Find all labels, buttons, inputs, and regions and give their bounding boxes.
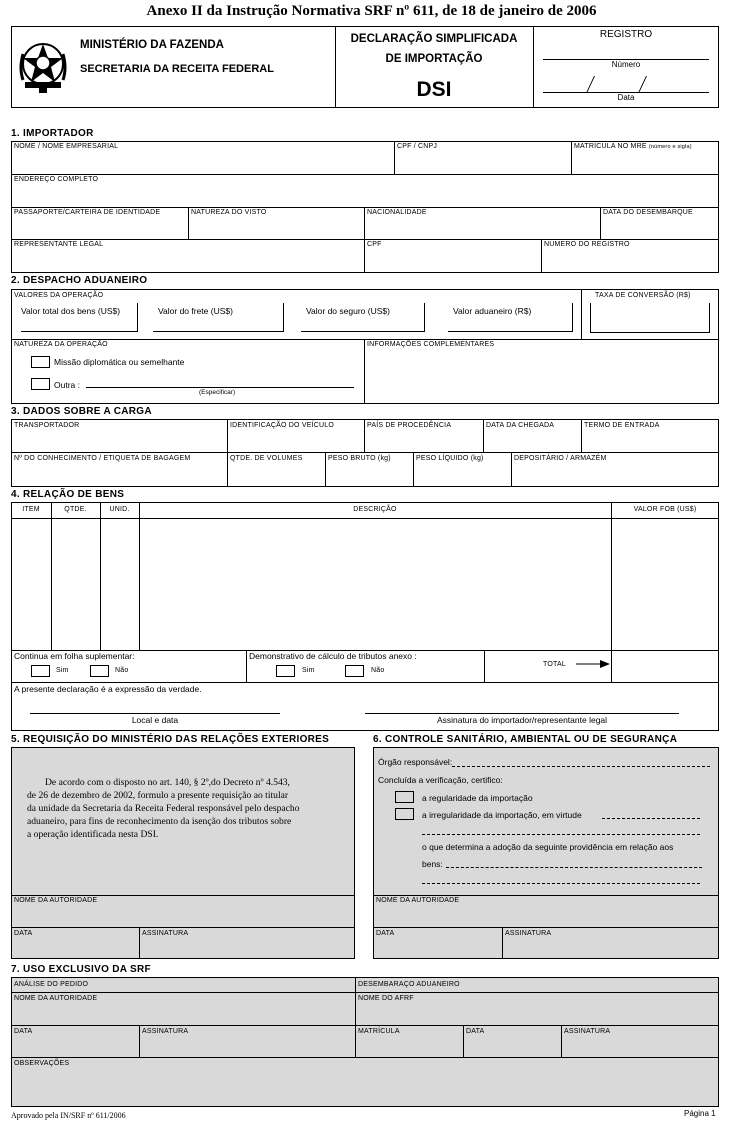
demonstrativo-sim-label: Sim — [302, 667, 315, 674]
valor-frete-input[interactable] — [153, 303, 284, 332]
qtde-volumes-field[interactable]: QTDE. DE VOLUMES — [230, 455, 303, 462]
continua-sim-label: Sim — [56, 667, 69, 674]
peso-bruto-field[interactable]: PESO BRUTO (kg) — [328, 455, 391, 462]
s7-data-2-field[interactable]: DATA — [466, 1028, 485, 1035]
s7-assinatura-field[interactable]: ASSINATURA — [142, 1028, 189, 1035]
regularidade-label: a regularidade da importação — [422, 793, 533, 803]
nome-empresarial-field[interactable]: NOME / NOME EMPRESARIAL — [14, 143, 119, 150]
local-data-label: Local e data — [131, 715, 179, 725]
especificar-label: (Especificar) — [199, 389, 236, 396]
s7-assinatura-2-field[interactable]: ASSINATURA — [564, 1028, 611, 1035]
valor-seguro-label: Valor do seguro (US$) — [306, 306, 390, 316]
taxa-conversao-input[interactable] — [590, 303, 710, 333]
cpf-cnpj-field[interactable]: CPF / CNPJ — [397, 143, 438, 150]
pais-procedencia-field[interactable]: PAÍS DE PROCEDÊNCIA — [367, 422, 452, 429]
irregularidade-input-2[interactable] — [422, 834, 700, 835]
natureza-operacao-label: NATUREZA DA OPERAÇÃO — [14, 341, 108, 348]
cpf-field[interactable]: CPF — [367, 241, 382, 248]
section-4-title: 4. RELAÇÃO DE BENS — [11, 489, 125, 500]
outra-label: Outra : — [54, 380, 80, 390]
local-data-input[interactable] — [30, 713, 280, 714]
s7-data-field[interactable]: DATA — [14, 1028, 33, 1035]
orgao-responsavel-input[interactable] — [452, 766, 710, 767]
demonstrativo-nao-label: Não — [371, 667, 385, 674]
demonstrativo-sim-checkbox[interactable] — [276, 665, 295, 677]
assinatura-importador-input[interactable] — [365, 713, 679, 714]
data-desembarque-field[interactable]: DATA DO DESEMBARQUE — [603, 209, 693, 216]
providencia-label: o que determina a adoção da seguinte providência em relação aos — [422, 842, 674, 852]
endereco-field[interactable]: ENDEREÇO COMPLETO — [14, 176, 99, 183]
matricula-mre-note: (número e sigla) — [648, 144, 692, 150]
matricula-mre-label: MATRÍCULA NO MRE — [574, 143, 647, 150]
valores-operacao-label: VALORES DA OPERAÇÃO — [14, 292, 104, 299]
numero-label: Número — [611, 60, 641, 69]
natureza-visto-field[interactable]: NATUREZA DO VISTO — [191, 209, 267, 216]
declaration-title-2: DE IMPORTAÇÃO — [385, 53, 483, 65]
ministry-name: MINISTÉRIO DA FAZENDA — [80, 39, 224, 51]
transportador-field[interactable]: TRANSPORTADOR — [14, 422, 80, 429]
regularidade-checkbox[interactable] — [395, 791, 414, 803]
continua-nao-checkbox[interactable] — [90, 665, 109, 677]
representante-legal-field[interactable]: REPRESENTANTE LEGAL — [14, 241, 104, 248]
valor-frete-label: Valor do frete (US$) — [158, 306, 233, 316]
termo-entrada-field[interactable]: TERMO DE ENTRADA — [584, 422, 660, 429]
valor-aduaneiro-label: Valor aduaneiro (R$) — [453, 306, 532, 316]
bens-table — [11, 502, 719, 731]
assinatura-importador-label: Assinatura do importador/representante legal — [436, 715, 608, 725]
dsi-acronym: DSI — [416, 78, 452, 101]
col-unid: UNID. — [109, 506, 130, 513]
demonstrativo-nao-checkbox[interactable] — [345, 665, 364, 677]
requisicao-text — [27, 776, 349, 841]
conhecimento-field[interactable]: Nº DO CONHECIMENTO / ETIQUETA DE BAGAGEM — [14, 455, 191, 462]
missao-label: Missão diplomática ou semelhante — [54, 357, 185, 367]
depositario-field[interactable]: DEPOSITÁRIO / ARMAZÉM — [514, 455, 607, 462]
desembaraco-label: DESEMBARAÇO ADUANEIRO — [358, 981, 460, 988]
col-valor-fob: VALOR FOB (US$) — [633, 506, 697, 513]
requisicao-line-3: da unidade da Secretaria da Receita Federal responsável pelo despacho — [27, 803, 300, 814]
coat-of-arms-icon — [17, 38, 69, 94]
peso-liquido-field[interactable]: PESO LÍQUIDO (kg) — [416, 455, 484, 462]
s7-nome-afrf-field[interactable]: NOME DO AFRF — [358, 995, 414, 1002]
nacionalidade-field[interactable]: NACIONALIDADE — [367, 209, 427, 216]
valor-seguro-input[interactable] — [301, 303, 425, 332]
s7-nome-autoridade-field[interactable]: NOME DA AUTORIDADE — [14, 995, 98, 1002]
concluida-label: Concluída a verificação, certifico: — [378, 775, 503, 785]
s6-nome-autoridade-field[interactable]: NOME DA AUTORIDADE — [376, 897, 460, 904]
requisicao-line-4: aduaneiro, para fins de reconhecimento da isenção dos tributos sobre — [27, 816, 292, 827]
valor-bens-label: Valor total dos bens (US$) — [21, 306, 121, 316]
section-1-title: 1. IMPORTADOR — [11, 128, 94, 139]
irregularidade-checkbox[interactable] — [395, 808, 414, 820]
col-qtde: QTDE. — [64, 506, 87, 513]
requisicao-line-1: De acordo com o disposto no art. 140, § 2º,do Decreto nº 4.543, — [45, 777, 290, 788]
demonstrativo-label: Demonstrativo de cálculo de tributos anexo : — [249, 651, 417, 661]
section-2-title: 2. DESPACHO ADUANEIRO — [11, 275, 148, 286]
observacoes-field[interactable]: OBSERVAÇÕES — [14, 1060, 70, 1067]
requisicao-line-2: de 26 de dezembro de 2002, formulo a presente requisição ao titular — [27, 790, 289, 801]
s6-assinatura-field[interactable]: ASSINATURA — [505, 930, 552, 937]
analise-pedido-label: ANÁLISE DO PEDIDO — [14, 981, 89, 988]
registro-label: REGISTRO — [599, 29, 653, 40]
bens-input-1[interactable] — [446, 867, 702, 868]
outra-checkbox[interactable] — [31, 378, 50, 390]
continua-nao-label: Não — [115, 667, 129, 674]
s5-assinatura-field[interactable]: ASSINATURA — [142, 930, 189, 937]
passaporte-field[interactable]: PASSAPORTE/CARTEIRA DE IDENTIDADE — [14, 209, 161, 216]
col-descricao: DESCRIÇÃO — [353, 506, 397, 513]
matricula-mre-field[interactable] — [574, 143, 692, 150]
bens-label: bens: — [422, 859, 443, 869]
section-7-title: 7. USO EXCLUSIVO DA SRF — [11, 964, 151, 975]
continua-sim-checkbox[interactable] — [31, 665, 50, 677]
total-value-field[interactable] — [612, 651, 718, 681]
col-item: ITEM — [22, 506, 40, 513]
s6-data-field[interactable]: DATA — [376, 930, 395, 937]
arrow-right-icon — [576, 659, 610, 669]
identificacao-veiculo-field[interactable]: IDENTIFICAÇÃO DO VEÍCULO — [230, 422, 334, 429]
footer-pagina: Página 1 — [684, 1109, 716, 1118]
section-6-title: 6. CONTROLE SANITÁRIO, AMBIENTAL OU DE SEGURANÇA — [373, 734, 678, 745]
valor-bens-input[interactable] — [21, 303, 138, 332]
secretariat-name: SECRETARIA DA RECEITA FEDERAL — [80, 63, 274, 75]
missao-checkbox[interactable] — [31, 356, 50, 368]
taxa-conversao-label: TAXA DE CONVERSÃO (R$) — [595, 292, 691, 299]
bens-input-2[interactable] — [422, 883, 700, 884]
declaration-title-1: DECLARAÇÃO SIMPLIFICADA — [350, 33, 518, 45]
document-title: Anexo II da Instrução Normativa SRF nº 611, de 18 de janeiro de 2006 — [146, 3, 597, 19]
s5-data-field[interactable]: DATA — [14, 930, 33, 937]
section-3-title: 3. DADOS SOBRE A CARGA — [11, 406, 152, 417]
declaracao-verdade: A presente declaração é a expressão da verdade. — [14, 684, 202, 694]
numero-registro-field[interactable]: NÚMERO DO REGISTRO — [544, 241, 630, 248]
outra-input[interactable] — [86, 387, 354, 388]
informacoes-complementares-field[interactable]: INFORMAÇÕES COMPLEMENTARES — [367, 341, 495, 348]
continua-label: Continua em folha suplementar: — [14, 651, 135, 661]
total-label: TOTAL — [543, 661, 566, 668]
data-label: Data — [617, 93, 635, 102]
s5-nome-autoridade-field[interactable]: NOME DA AUTORIDADE — [14, 897, 98, 904]
data-chegada-field[interactable]: DATA DA CHEGADA — [486, 422, 555, 429]
irregularidade-label: a irregularidade da importação, em virtude — [422, 810, 582, 820]
requisicao-line-5: a operação identificada nesta DSI. — [27, 829, 159, 840]
footer-aprovado: Aprovado pela IN/SRF nº 611/2006 — [11, 1111, 126, 1120]
valor-aduaneiro-input[interactable] — [448, 303, 573, 332]
irregularidade-input-1[interactable] — [602, 818, 700, 819]
s7-matricula-field[interactable]: MATRÍCULA — [358, 1028, 400, 1035]
orgao-responsavel-label: Órgão responsável: — [378, 757, 453, 767]
section-5-title: 5. REQUISIÇÃO DO MINISTÉRIO DAS RELAÇÕES EXTERIORES — [11, 734, 330, 745]
